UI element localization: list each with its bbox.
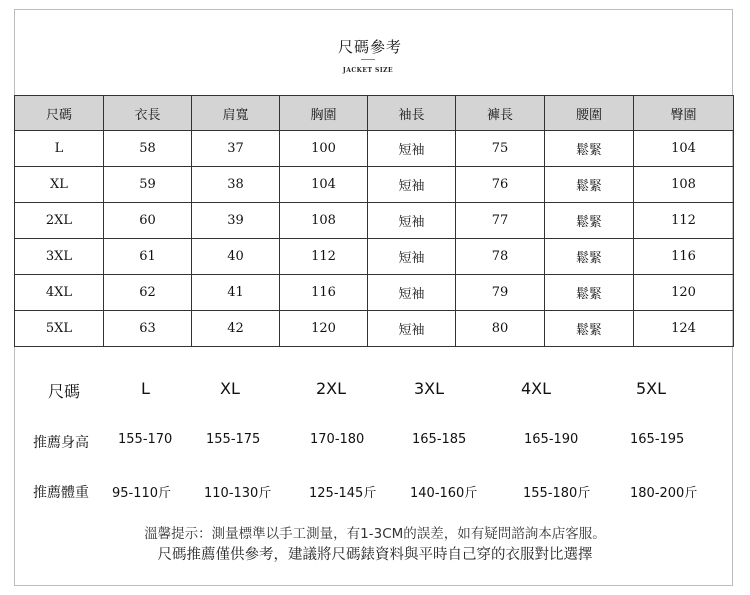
table-cell: L: [15, 131, 104, 167]
column-header: 尺碼: [15, 96, 104, 131]
chart-subtitle: JACKET SIZE: [342, 67, 394, 74]
table-cell: 116: [634, 239, 734, 275]
table-cell: 短袖: [368, 239, 456, 275]
table-cell: 2XL: [15, 203, 104, 239]
table-cell: 76: [456, 167, 545, 203]
table-cell: 80: [456, 311, 545, 347]
table-row: [15, 311, 734, 347]
table-cell: 鬆緊: [545, 167, 634, 203]
recommend-height-label: 推薦身高: [33, 435, 89, 451]
recommend-size: 5XL: [636, 379, 667, 398]
table-cell: 104: [280, 167, 368, 203]
recommend-weight: 180-200斤: [630, 486, 698, 501]
column-header: 袖長: [368, 96, 456, 131]
table-cell: 鬆緊: [545, 239, 634, 275]
table-cell: 58: [104, 131, 192, 167]
table-cell: 4XL: [15, 275, 104, 311]
recommend-height: 165-195: [630, 432, 685, 447]
recommend-weight: 155-180斤: [523, 486, 591, 501]
column-header: 臀圍: [634, 96, 734, 131]
table-cell: 短袖: [368, 203, 456, 239]
table-cell: 124: [634, 311, 734, 347]
recommend-size: XL: [220, 379, 240, 398]
table-cell: 60: [104, 203, 192, 239]
table-cell: 37: [192, 131, 280, 167]
table-cell: 108: [280, 203, 368, 239]
table-row: [15, 167, 734, 203]
table-cell: 75: [456, 131, 545, 167]
table-cell: XL: [15, 167, 104, 203]
recommend-weight: 95-110斤: [112, 486, 172, 501]
table-cell: 短袖: [368, 131, 456, 167]
table-cell: 短袖: [368, 167, 456, 203]
chart-title: 尺碼參考: [337, 38, 402, 56]
table-row: [15, 131, 734, 167]
recommend-height: 155-175: [206, 432, 261, 447]
table-cell: 3XL: [15, 239, 104, 275]
table-row: [15, 275, 734, 311]
table-cell: 59: [104, 167, 192, 203]
table-cell: 120: [280, 311, 368, 347]
column-header: 衣長: [104, 96, 192, 131]
recommend-weight: 125-145斤: [309, 486, 377, 501]
table-cell: 鬆緊: [545, 275, 634, 311]
table-cell: 42: [192, 311, 280, 347]
table-cell: 短袖: [368, 311, 456, 347]
table-row: [15, 203, 734, 239]
table-row: [15, 239, 734, 275]
recommend-height: 155-170: [118, 432, 173, 447]
table-cell: 108: [634, 167, 734, 203]
recommendation-note: 尺碼推薦僅供參考，建議將尺碼錶資料與平時自己穿的衣服對比選擇: [157, 547, 593, 563]
table-cell: 鬆緊: [545, 311, 634, 347]
recommend-height: 165-185: [412, 432, 467, 447]
recommend-height: 165-190: [524, 432, 579, 447]
table-cell: 104: [634, 131, 734, 167]
table-cell: 38: [192, 167, 280, 203]
table-cell: 鬆緊: [545, 131, 634, 167]
recommend-size-label: 尺碼: [48, 382, 81, 401]
table-cell: 63: [104, 311, 192, 347]
table-cell: 40: [192, 239, 280, 275]
size-table: [14, 95, 734, 347]
table-cell: 61: [104, 239, 192, 275]
table-cell: 41: [192, 275, 280, 311]
table-cell: 77: [456, 203, 545, 239]
recommend-size: 4XL: [521, 379, 552, 398]
table-cell: 5XL: [15, 311, 104, 347]
table-header-row: [15, 96, 734, 131]
recommend-weight: 110-130斤: [204, 486, 272, 501]
recommend-height: 170-180: [310, 432, 365, 447]
table-cell: 112: [280, 239, 368, 275]
table-cell: 鬆緊: [545, 203, 634, 239]
table-cell: 116: [280, 275, 368, 311]
recommend-size: 2XL: [316, 379, 347, 398]
column-header: 肩寬: [192, 96, 280, 131]
table-cell: 78: [456, 239, 545, 275]
column-header: 腰圍: [545, 96, 634, 131]
measurement-note: 溫馨提示：測量標準以手工測量，有1-3CM的誤差，如有疑問諮詢本店客服。: [144, 526, 606, 542]
recommend-size: L: [141, 379, 150, 398]
table-cell: 100: [280, 131, 368, 167]
title-divider: [361, 59, 375, 60]
table-cell: 62: [104, 275, 192, 311]
table-cell: 79: [456, 275, 545, 311]
recommend-weight: 140-160斤: [410, 486, 478, 501]
table-cell: 112: [634, 203, 734, 239]
table-cell: 39: [192, 203, 280, 239]
table-cell: 短袖: [368, 275, 456, 311]
recommend-weight-label: 推薦體重: [33, 485, 89, 501]
recommend-size: 3XL: [414, 379, 445, 398]
column-header: 褲長: [456, 96, 545, 131]
table-cell: 120: [634, 275, 734, 311]
column-header: 胸圍: [280, 96, 368, 131]
